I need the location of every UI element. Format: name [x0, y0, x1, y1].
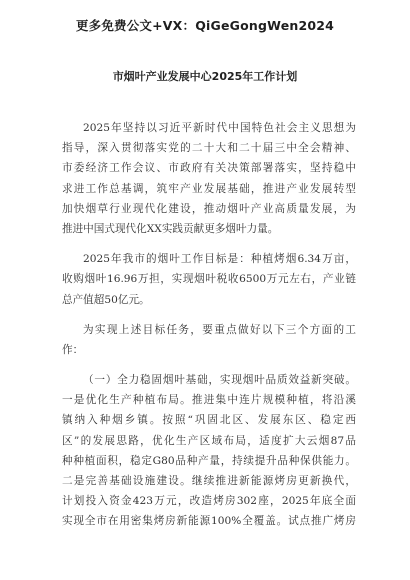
paragraph-4	[62, 370, 356, 532]
text-line: 市委经济工作会议、市政府有关决策部署落实，坚持稳中	[62, 162, 356, 175]
paragraph-2	[62, 249, 356, 310]
promo-banner: 更多免费公文+VX：QiGeGongWen2024	[75, 18, 335, 33]
text-line: 区”的发展思路，优化生产区域布局，适度扩大云烟87品	[62, 434, 356, 447]
text-line: 总产值超50亿元。	[62, 293, 150, 306]
document-body	[62, 118, 356, 532]
text-line: 二是完善基础设施建设。继续推进新能源烤房更新换代，	[62, 475, 356, 487]
section-heading: （一）全力稳固烟叶基础，实现烟叶品质效益新突破。	[83, 374, 356, 387]
document-title: 市烟叶产业发展中心2025年工作计划	[112, 70, 298, 83]
text-line: 一是优化生产种植布局。推进集中连片规模种植，将沿溪	[62, 394, 356, 407]
text-line: 作：	[62, 343, 84, 356]
text-line: 求进工作总基调，筑牢产业发展基础，推进产业发展转型	[62, 182, 356, 195]
text-line: 2025年我市的烟叶工作目标是：种植烤烟6.34万亩，	[83, 253, 356, 266]
paragraph-3	[62, 320, 356, 360]
text-line: 种种植面积，稳定G80品种产量，持续提升品种保供能力。	[62, 454, 356, 467]
text-line: 2025年坚持以习近平新时代中国特色社会主义思想为	[83, 122, 356, 134]
text-line: 加快烟草行业现代化建设，推动烟叶产业高质量发展，为	[62, 202, 356, 215]
text-line: 收购烟叶16.96万担，实现烟叶税收6500万元左右，产业链	[62, 273, 356, 286]
text-line: 计划投入资金423万元，改造烤房302座，2025年底全面	[62, 495, 356, 508]
text-line: 推进中国式现代化XX实践贡献更多烟叶力量。	[62, 222, 279, 235]
text-line: 指导，深入贯彻落实党的二十大和二十届三中全会精神、	[62, 142, 356, 155]
text-line: 实现全市在用密集烤房新能源100%全覆盖。试点推广烤房	[62, 515, 356, 528]
text-line: 镇纳入种烟乡镇。按照“巩固北区、发展东区、稳定西	[62, 414, 356, 427]
paragraph-1	[62, 118, 356, 239]
text-line: 为实现上述目标任务，要重点做好以下三个方面的工	[83, 323, 356, 336]
